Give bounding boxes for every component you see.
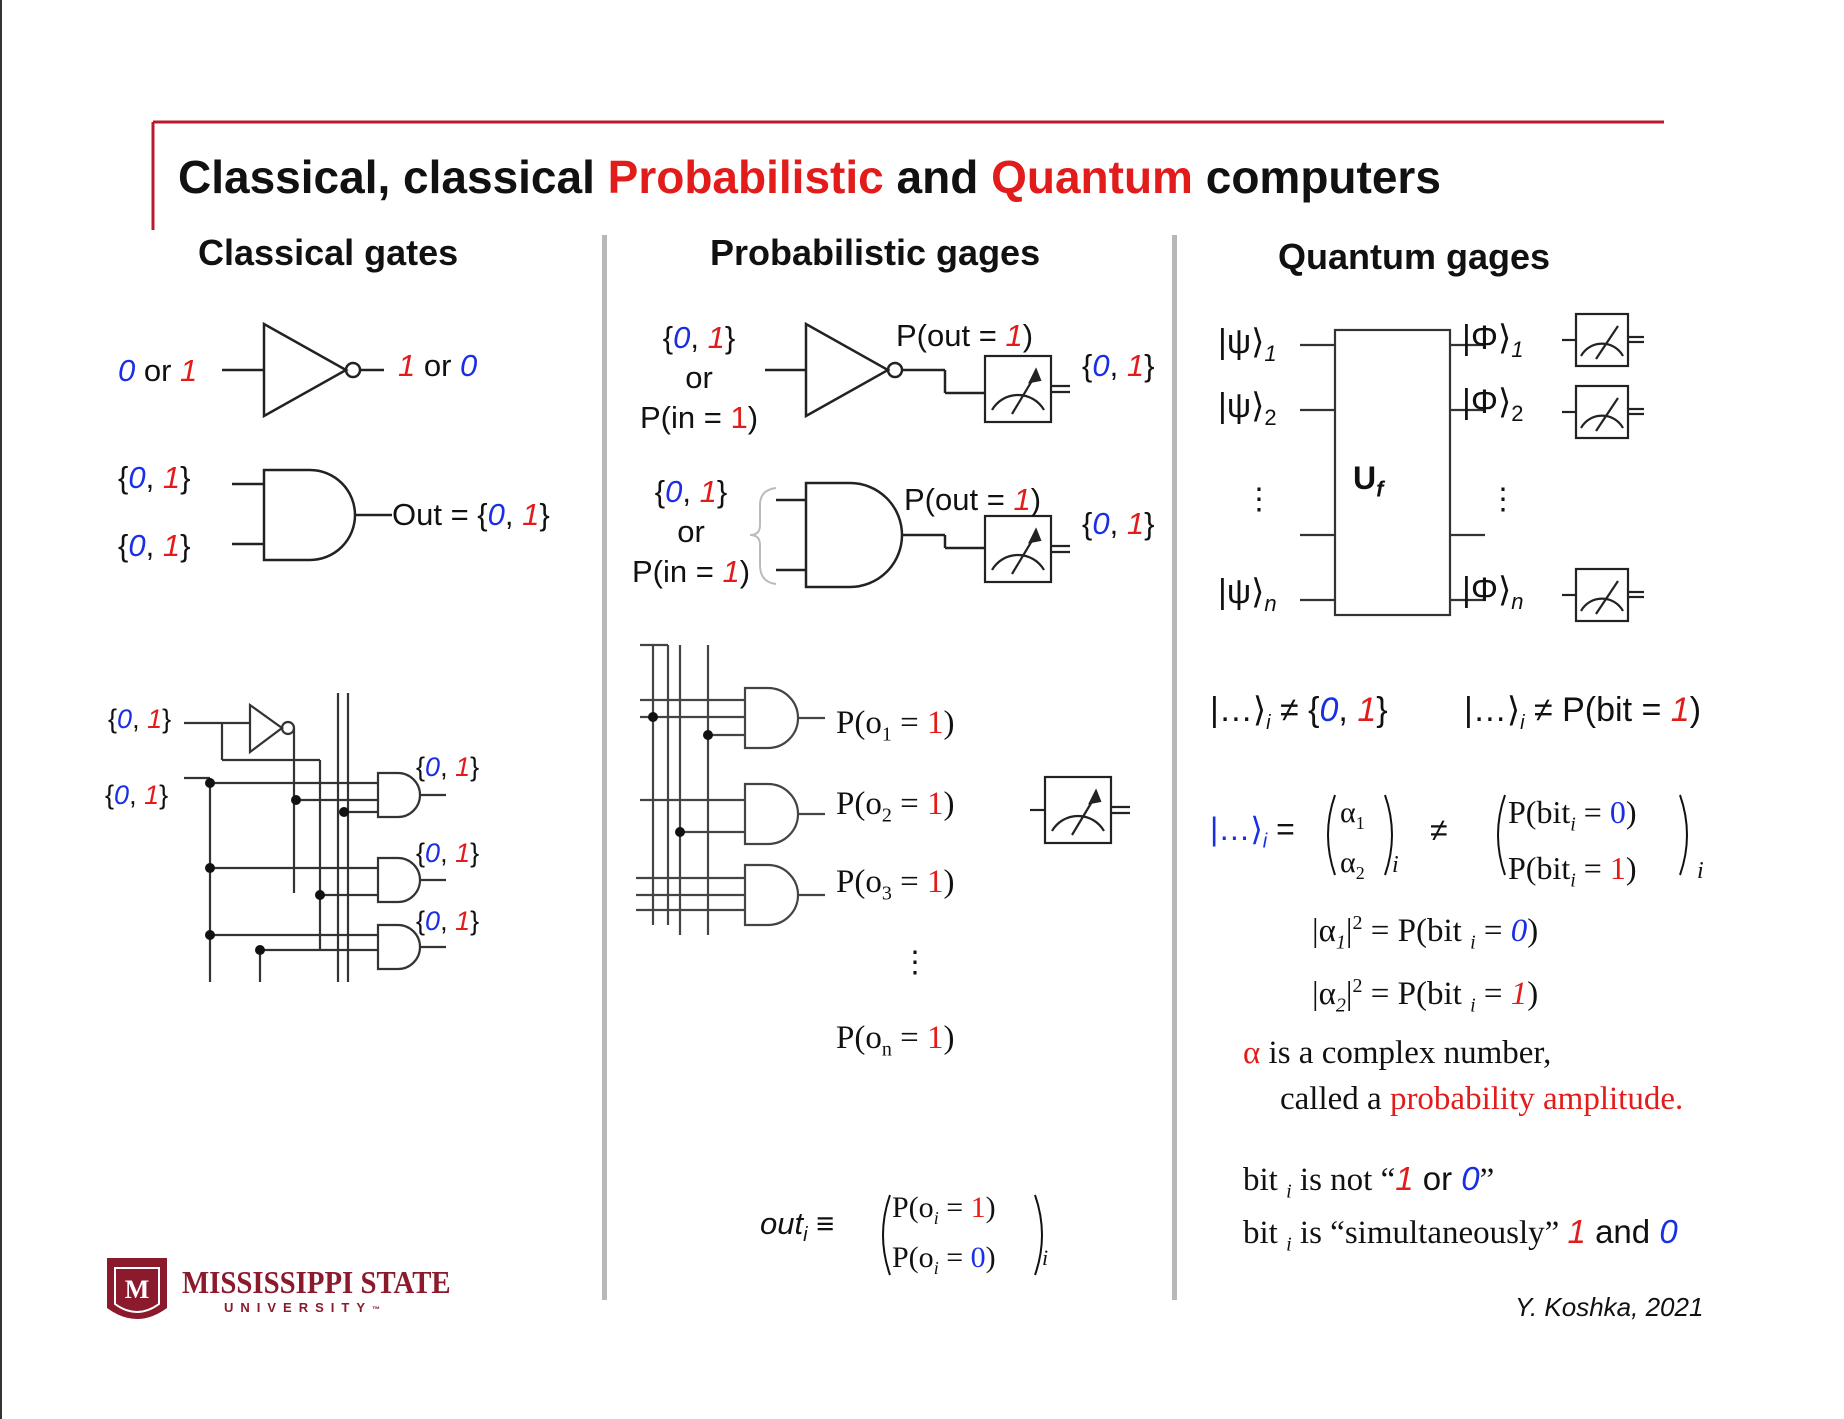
quantum-uf-label: $U_f$ bbox=[1353, 460, 1384, 502]
classical-circuit-output-2: {0, 1} bbox=[416, 838, 480, 868]
classical-circuit-input-2: {0, 1} bbox=[105, 780, 169, 810]
quantum-meter-icon-2 bbox=[1562, 386, 1644, 438]
column-header-classical: Classical gates bbox=[198, 232, 459, 273]
prob-vdots: ⋮ bbox=[900, 946, 930, 979]
column-header-probabilistic: Probabilistic gages bbox=[710, 232, 1041, 273]
quantum-prob-vector-sub: i bbox=[1697, 858, 1704, 884]
quantum-psi-1: $|\psi⟩_1$ bbox=[1218, 323, 1277, 366]
quantum-psi-vdots: ⋮ bbox=[1244, 483, 1274, 516]
prob-out-vector: $P(o_i = 1)$ $P(o_i = 0)$ bbox=[892, 1191, 996, 1278]
prob-not-meter-icon bbox=[985, 356, 1070, 422]
quantum-bit-note-1: bit $_i$ is not “1 or 0” bbox=[1243, 1160, 1495, 1203]
quantum-phi-vdots: ⋮ bbox=[1488, 483, 1518, 516]
quantum-psi-n: $|\psi⟩_n$ bbox=[1218, 573, 1277, 616]
column-header-quantum: Quantum gages bbox=[1278, 236, 1551, 277]
quantum-phi-n: $|\Phi⟩_n$ bbox=[1462, 571, 1524, 614]
classical-not-gate bbox=[222, 324, 384, 416]
prob-not-pout: P(out = 1) bbox=[896, 318, 1034, 353]
quantum-prob-vector: P(bit$_i$ = 0) P(bit$_i$ = 1) bbox=[1508, 794, 1637, 892]
prob-and-pout: P(out = 1) bbox=[904, 482, 1042, 517]
prob-not-input: {0, 1} or P(in = 1) bbox=[640, 320, 759, 435]
quantum-alpha-note-2: called a probability amplitude. bbox=[1280, 1081, 1684, 1117]
quantum-phi-2: $|\Phi⟩_2$ bbox=[1462, 383, 1524, 426]
column-separator-2 bbox=[1172, 235, 1177, 1300]
classical-not-input: 0 or 1 bbox=[118, 353, 198, 388]
quantum-state-vector-lhs: $|\dots⟩_i$ = bbox=[1210, 811, 1295, 853]
classical-circuit-output-1: {0, 1} bbox=[416, 752, 480, 782]
classical-circuit bbox=[184, 693, 446, 982]
quantum-alpha-note-1: α is a complex number, bbox=[1243, 1035, 1552, 1071]
classical-and-input-2: {0, 1} bbox=[118, 528, 191, 563]
prob-out-vector-sub: i bbox=[1042, 1245, 1049, 1270]
quantum-meter-icon-n bbox=[1562, 569, 1644, 621]
quantum-uf-box bbox=[1300, 330, 1485, 615]
prob-output-1: $P(o_1 = 1)$ bbox=[836, 705, 955, 746]
prob-output-3: $P(o_3 = 1)$ bbox=[836, 864, 955, 905]
classical-circuit-junctions bbox=[205, 778, 349, 955]
quantum-alpha-vector: $\alpha_1$ $\alpha_2$ bbox=[1340, 796, 1365, 883]
prob-and-brace bbox=[750, 488, 776, 584]
quantum-not-equal: ≠ bbox=[1430, 812, 1448, 848]
prob-out-definition: out$_i$ ≡ bbox=[760, 1206, 835, 1247]
quantum-alpha-vector-sub: i bbox=[1392, 852, 1399, 878]
quantum-phi-1: $|\Phi⟩_1$ bbox=[1462, 319, 1524, 362]
msu-logo-name: MISSISSIPPI STATE bbox=[182, 1264, 451, 1300]
classical-circuit-input-1: {0, 1} bbox=[108, 704, 172, 734]
prob-and-meter-icon bbox=[985, 516, 1070, 582]
prob-circuit-meter-icon bbox=[1030, 777, 1130, 843]
prob-not-measured: {0, 1} bbox=[1082, 348, 1155, 383]
slide-title: Classical, classical Probabilistic and Quantum computers bbox=[178, 151, 1441, 203]
quantum-amplitude-1: $|\alpha_1|^2 = P(bit$ $_i$ = 0) bbox=[1312, 912, 1539, 954]
classical-not-output: 1 or 0 bbox=[398, 348, 478, 383]
quantum-psi-2: $|\psi⟩_2$ bbox=[1218, 387, 1277, 430]
prob-circuit bbox=[636, 645, 825, 935]
prob-and-measured: {0, 1} bbox=[1082, 506, 1155, 541]
classical-and-output: Out = {0, 1} bbox=[392, 497, 550, 532]
quantum-inequality-2: $|\dots⟩_i \ne P(bit = 1)$ bbox=[1464, 691, 1702, 734]
msu-shield-logo bbox=[107, 1258, 167, 1319]
quantum-meter-icons bbox=[1562, 314, 1644, 621]
prob-and-input: {0, 1} or P(in = 1) bbox=[632, 474, 751, 589]
quantum-bit-note-2: bit $_i$ is “simultaneously” 1 and 0 bbox=[1243, 1213, 1678, 1256]
classical-and-gate bbox=[232, 470, 392, 560]
classical-circuit-output-3: {0, 1} bbox=[416, 906, 480, 936]
classical-and-input-1: {0, 1} bbox=[118, 460, 191, 495]
prob-output-n: $P(o_n = 1)$ bbox=[836, 1020, 955, 1061]
msu-logo-sub: UNIVERSITY™ bbox=[224, 1300, 381, 1315]
author-credit: Y. Koshka, 2021 bbox=[1515, 1292, 1704, 1322]
quantum-inequality-1: $|\dots⟩_i \ne \{0$, 1} bbox=[1210, 691, 1388, 734]
quantum-meter-icon-1 bbox=[1562, 314, 1644, 366]
column-separator-1 bbox=[602, 235, 607, 1300]
quantum-amplitude-2: $|\alpha_2|^2 = P(bit$ $_i$ = 1) bbox=[1312, 975, 1539, 1017]
prob-output-2: $P(o_2 = 1)$ bbox=[836, 786, 955, 827]
svg-text:M: M bbox=[124, 1275, 150, 1304]
